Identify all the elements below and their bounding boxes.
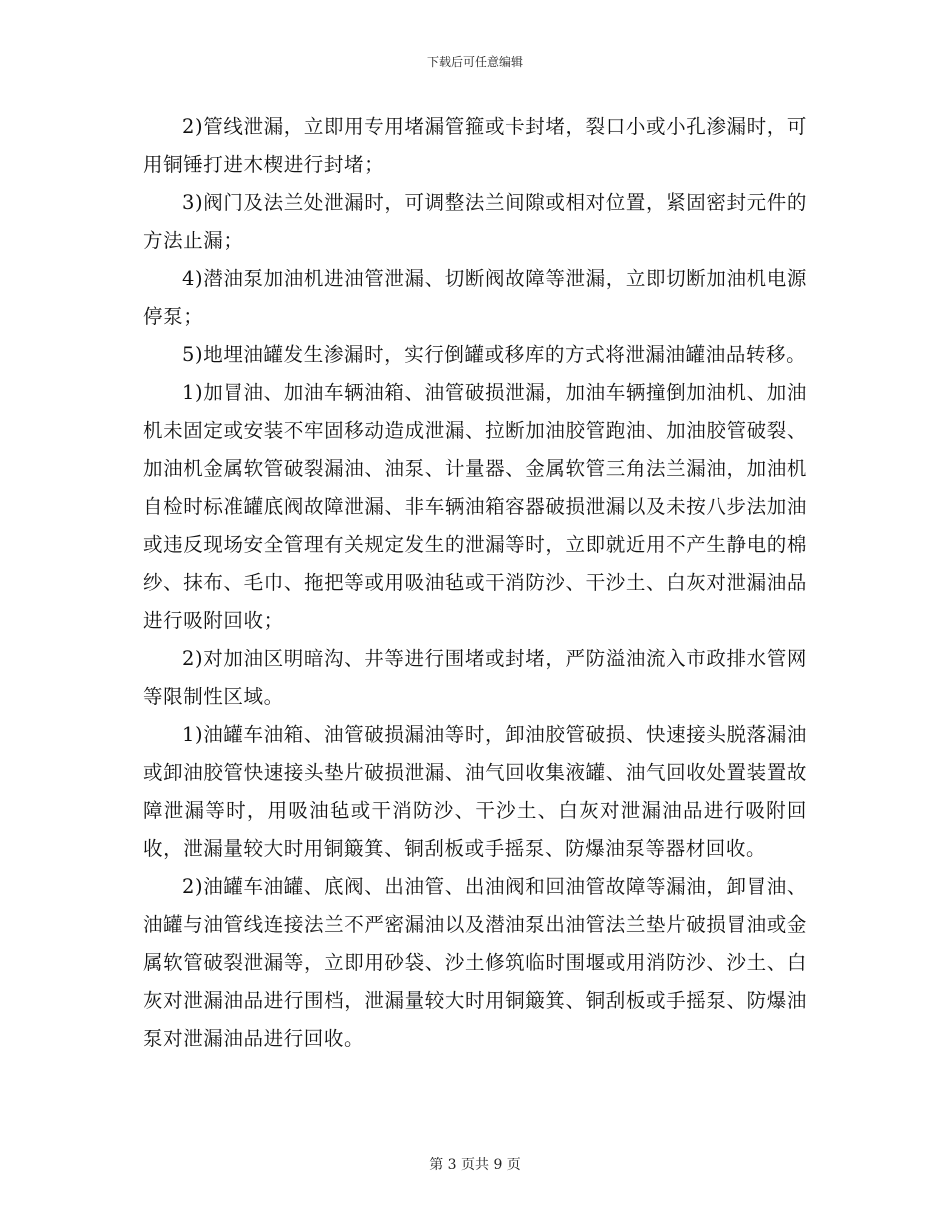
page-header: 下载后可任意编辑 <box>426 55 523 69</box>
paragraph-tanker-hose-leak: 1)油罐车油箱、油管破损漏油等时，卸油胶管破损、快速接头脱落漏油或卸油胶管快速接头垫片破损泄漏、油气回收集液罐、油气回收处置装置故障泄漏等时，用吸油毡或干消防沙、干沙土、白灰对泄漏油品进行吸附回收，泄漏量较大时用铜簸箕、铜刮板或手摇泵、防爆油泵等器材回收。 <box>143 723 807 860</box>
paragraph-tanker-valve-leak: 2)油罐车油罐、底阀、出油管、出油阀和回油管故障等漏油，卸冒油、油罐与油管线连接法兰不严密漏油以及潜油泵出油管法兰垫片破损冒油或金属软管破裂泄漏等，立即用砂袋、沙土修筑临时围堰或用消防沙、沙土、白灰对泄漏油品进行围档，泄漏量较大时用铜簸箕、铜刮板或手摇泵、防爆油泵对泄漏油品进行回收。 <box>143 875 807 1050</box>
document-body <box>143 108 807 1058</box>
paragraph-refueling-overflow: 1)加冒油、加油车辆油箱、油管破损泄漏，加油车辆撞倒加油机、加油机未固定或安装不牢固移动造成泄漏、拉断加油胶管跑油、加油胶管破裂、加油机金属软管破裂漏油、油泵、计量器、金属软管三角法兰漏油，加油机自检时标准罐底阀故障泄漏、非车辆油箱容器破损泄漏以及未按八步法加油或违反现场安全管理有关规定发生的泄漏等时，立即就近用不产生静电的棉纱、抹布、毛巾、拖把等或用吸油毡或干消防沙、干沙土、白灰对泄漏油品进行吸附回收； <box>143 381 807 632</box>
paragraph-pipeline-leak: 2)管线泄漏，立即用专用堵漏管箍或卡封堵，裂口小或小孔渗漏时，可用铜锤打进木楔进行封堵； <box>143 115 807 176</box>
paragraph-valve-flange-leak: 3)阀门及法兰处泄漏时，可调整法兰间隙或相对位置，紧固密封元件的方法止漏； <box>143 191 807 252</box>
paragraph-underground-tank-leak: 5)地埋油罐发生渗漏时，实行倒罐或移库的方式将泄漏油罐油品转移。 <box>182 343 807 366</box>
paragraph-drain-blocking: 2)对加油区明暗沟、井等进行围堵或封堵，严防溢油流入市政排水管网等限制性区域。 <box>143 647 807 708</box>
page-number: 第 3 页共 9 页 <box>429 1157 521 1173</box>
paragraph-submersible-pump-leak: 4)潜油泵加油机进油管泄漏、切断阀故障等泄漏，立即切断加油机电源停泵； <box>143 267 807 328</box>
